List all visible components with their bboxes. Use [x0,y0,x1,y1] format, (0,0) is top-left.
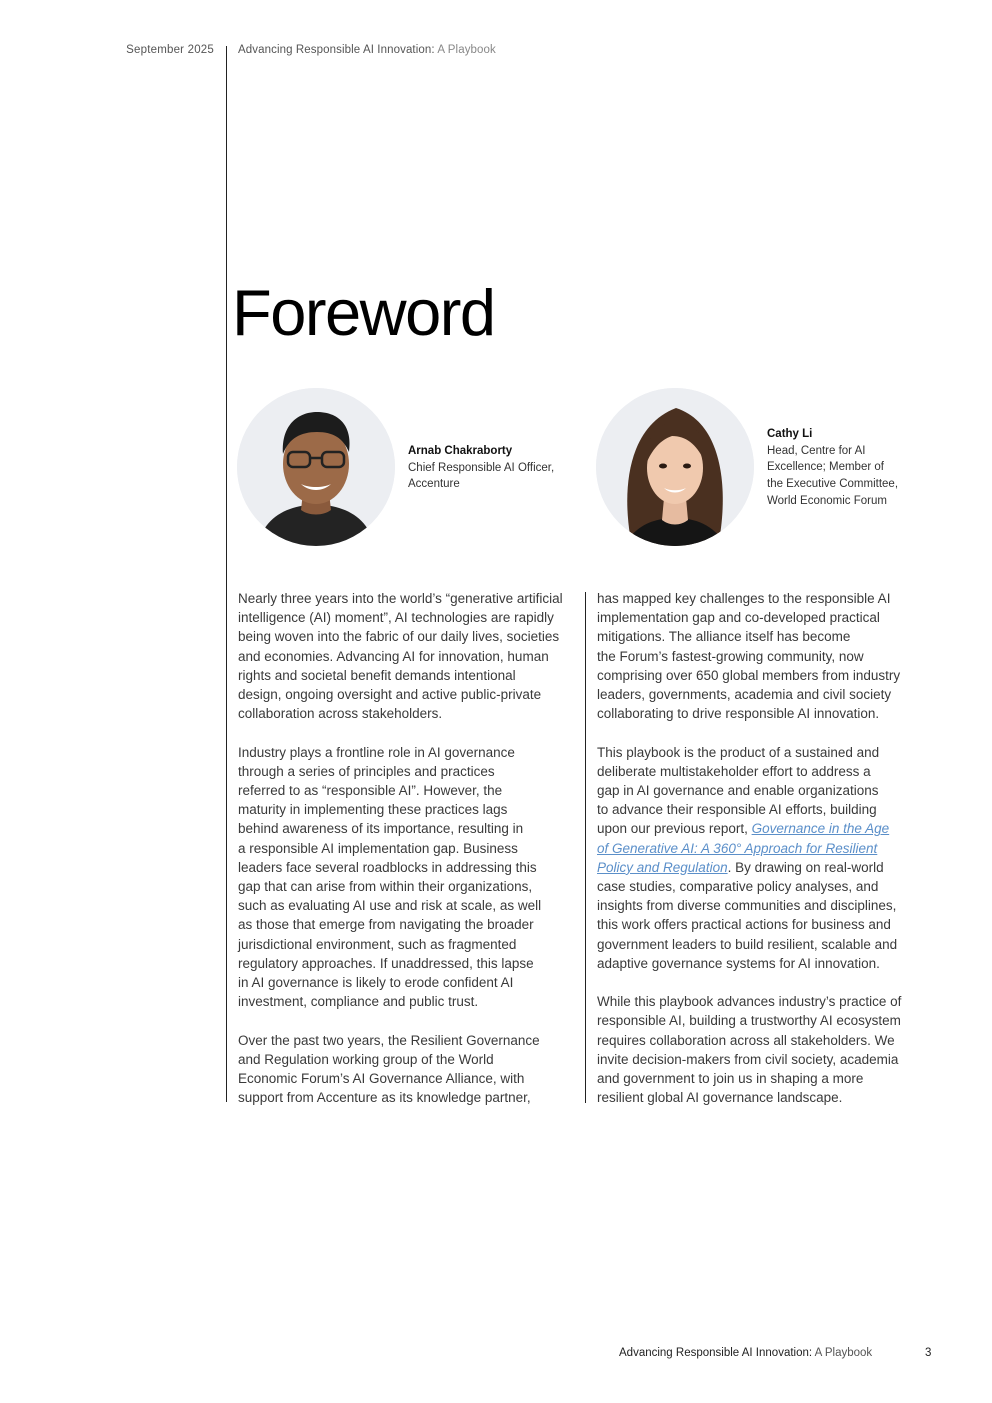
text-line: leaders, governments, academia and civil society [597,687,892,703]
page-title: Foreword [232,276,495,349]
left-rule [226,46,227,1102]
text-line: implementation gap and co-developed practical [597,610,880,626]
author-role-line: Head, Centre for AI [767,444,866,457]
paragraph [238,1031,578,1108]
text-line: and government to join us in shaping a more [597,1071,864,1087]
text-line: adaptive governance systems for AI innovation. [597,955,880,971]
author-name: Cathy Li [767,428,813,440]
text-line: Industry plays a frontline role in AI governance [238,744,515,760]
author-info-arnab [408,443,573,493]
footer-title-light: A Playbook [814,1347,873,1359]
text-line: investment, compliance and public trust. [238,994,479,1010]
text-line: Economic Forum’s AI Governance Alliance, with [238,1071,525,1087]
text-line: leaders face several roadblocks in addressing this [238,859,537,875]
author-role-line: Accenture [408,478,460,491]
report-link[interactable]: Policy and Regulation [597,859,728,875]
text-line: deliberate multistakeholder effort to address a [597,763,871,779]
text-line: being woven into the fabric of our daily lives, societies [238,629,560,645]
text-line: responsible AI, building a trustworthy AI ecosystem [597,1013,901,1029]
author-role-line: Excellence; Member of [767,461,884,474]
portrait-icon [237,388,395,546]
text-line: government leaders to build resilient, scalable and [597,936,898,952]
text-line: design, ongoing oversight and active public-private [238,687,542,703]
text-line: rights and societal benefit demands intentional [238,667,516,683]
text-line: mitigations. The alliance itself has become [597,629,851,645]
report-link[interactable]: Governance in the Age [751,821,890,837]
author-role-line: World Economic Forum [767,494,887,507]
text-line: the Forum’s fastest-growing community, now [597,648,864,664]
author-info-cathy [767,426,917,510]
header-title [238,44,496,56]
text-line [597,839,932,858]
text-line: This playbook is the product of a sustained and [597,744,880,760]
header-title-strong: Advancing Responsible AI Innovation: [238,44,435,56]
line-group [597,877,932,973]
author-photo-arnab [237,388,395,546]
text-line: such as evaluating AI use and risk at scale, as well [238,898,542,914]
text-line: as those that emerge from navigating the broader [238,917,534,933]
text-line: insights from diverse communities and disciplines, [597,898,897,914]
paragraph [597,743,932,973]
text-line: maturity in implementing these practices lags [238,802,508,818]
text-line: jurisdictional environment, such as fragmented [238,936,517,952]
page-number: 3 [925,1347,932,1359]
body-column-right [597,589,932,1127]
text-line: collaboration across stakeholders. [238,706,443,722]
text-line: and Regulation working group of the World [238,1051,494,1067]
text-line: through a series of principles and practices [238,763,495,779]
author-name: Arnab Chakraborty [408,445,513,457]
text-line: has mapped key challenges to the responsible AI [597,591,891,606]
text-line: resilient global AI governance landscape. [597,1090,843,1106]
footer-title-strong: Advancing Responsible AI Innovation: [619,1347,813,1359]
text-line: invite decision-makers from civil society, academia [597,1051,899,1067]
paragraph [597,992,932,1107]
text-line: referred to as “responsible AI”. However, the [238,783,503,799]
footer-title [619,1347,872,1359]
text-line: While this playbook advances industry’s practice of [597,994,902,1010]
header-title-light: A Playbook [437,44,496,56]
author-role-line: the Executive Committee, [767,478,899,491]
text-line: requires collaboration across all stakeholders. We [597,1032,895,1048]
author-role-line: Chief Responsible AI Officer, [408,461,555,474]
paragraph [238,743,578,1012]
paragraph [238,589,578,723]
paragraph [597,589,932,723]
text-line: this work offers practical actions for business and [597,917,891,933]
author-photo-cathy [596,388,754,546]
text-line: intelligence (AI) moment”, AI technologies are rapidly [238,610,554,626]
text-fragment: . By drawing on real-world [727,859,884,875]
portrait-icon [596,388,754,546]
text-line [597,819,932,838]
column-divider [585,592,586,1103]
text-line: support from Accenture as its knowledge partner, [238,1090,531,1106]
body-column-left [238,589,578,1127]
text-line: Nearly three years into the world’s “generative artificial [238,591,563,606]
text-line: gap that can arise from within their organizations, [238,879,533,895]
text-line: collaborating to drive responsible AI innovation. [597,706,880,722]
header-date: September 2025 [126,44,214,56]
text-line: in AI governance is likely to erode confident AI [238,975,514,991]
text-line [597,858,932,877]
text-fragment: upon our previous report, [597,821,752,837]
text-line: comprising over 650 global members from industry [597,667,901,683]
text-line: a responsible AI implementation gap. Business [238,840,518,856]
text-line: Over the past two years, the Resilient Governance [238,1032,540,1048]
text-line: case studies, comparative policy analyses, and [597,879,879,895]
text-line: to advance their responsible AI efforts, building [597,802,877,818]
text-line: regulatory approaches. If unaddressed, this lapse [238,955,534,971]
report-link[interactable]: of Generative AI: A 360° Approach for Resilient [597,840,878,856]
text-line: and economies. Advancing AI for innovation, human [238,648,549,664]
text-line: behind awareness of its importance, resulting in [238,821,524,837]
text-line: gap in AI governance and enable organizations [597,783,879,799]
